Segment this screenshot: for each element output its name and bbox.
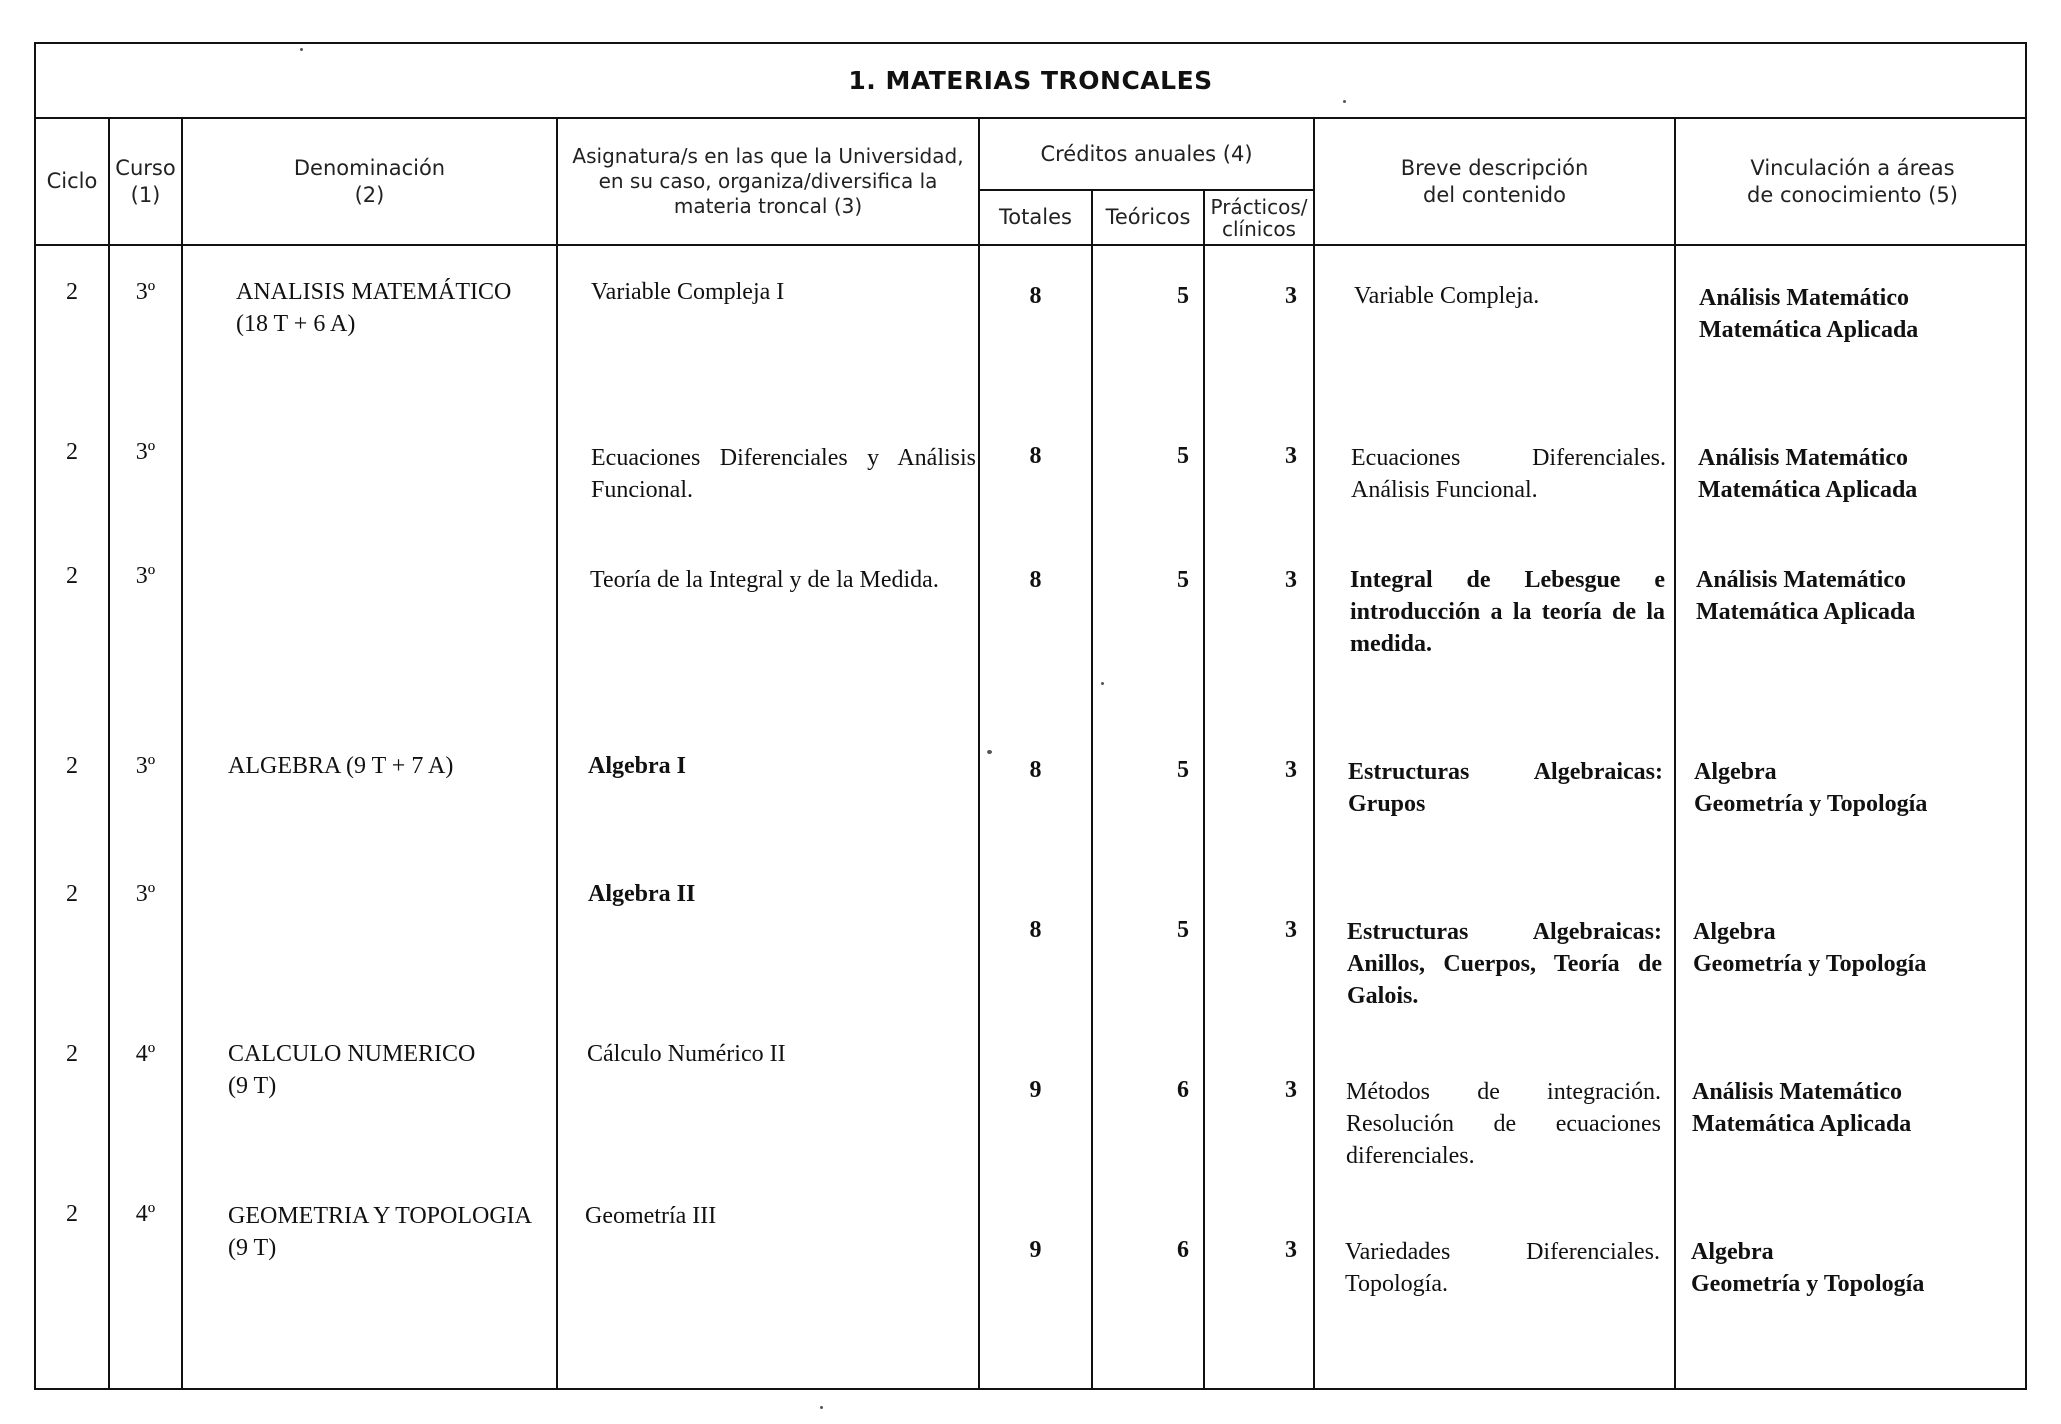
row-7-practicos: 3	[1285, 1237, 1297, 1263]
row-2-curso: 3º	[135, 439, 156, 465]
row-7-vinculacion: Algebra Geometría y Topología	[1691, 1239, 1925, 1297]
header-teoricos: Teóricos	[1105, 205, 1191, 230]
row-5-ciclo: 2	[66, 881, 78, 907]
row-1-denominacion: ANALISIS MATEMÁTICO (18 T + 6 A)	[236, 279, 512, 337]
row-2-asignatura: Ecuaciones Diferenciales y Análisis Funcional.	[591, 445, 976, 503]
header-vinculacion: Vinculación a áreas de conocimiento (5)	[1747, 156, 1958, 207]
header-denominacion: Denominación (2)	[293, 156, 446, 207]
scan-speck	[987, 750, 992, 754]
scan-speck	[1101, 682, 1104, 685]
row-7-asignatura: Geometría III	[585, 1203, 717, 1229]
row-7-totales: 9	[1029, 1237, 1042, 1263]
row-6-vinculacion: Análisis Matemático Matemática Aplicada	[1692, 1079, 1912, 1137]
row-3-ciclo: 2	[66, 563, 78, 589]
row-5-vinculacion: Algebra Geometría y Topología	[1693, 919, 1927, 977]
col-divider	[1313, 119, 1315, 1390]
row-4-teoricos: 5	[1177, 757, 1189, 783]
row-5-descripcion: Estructuras Algebraicas: Anillos, Cuerpos, Teoría de Galois.	[1347, 919, 1662, 1009]
header-practicos: Prácticos/ clínicos	[1210, 194, 1308, 241]
row-1-ciclo: 2	[66, 279, 78, 305]
row-1-asignatura: Variable Compleja I	[591, 279, 785, 305]
row-3-vinculacion: Análisis Matemático Matemática Aplicada	[1696, 567, 1916, 625]
row-6-curso: 4º	[135, 1041, 156, 1067]
row-2-vinculacion: Análisis Matemático Matemática Aplicada	[1698, 445, 1918, 503]
materias-troncales-table	[34, 42, 2027, 1390]
row-6-ciclo: 2	[66, 1041, 78, 1067]
row-4-vinculacion: Algebra Geometría y Topología	[1694, 759, 1928, 817]
row-1-totales: 8	[1029, 283, 1042, 309]
row-6-descripcion: Métodos de integración. Resolución de ecuaciones diferenciales.	[1346, 1079, 1661, 1169]
row-6-denominacion: CALCULO NUMERICO (9 T)	[228, 1041, 476, 1099]
row-1-teoricos: 5	[1177, 283, 1189, 309]
row-3-asignatura: Teoría de la Integral y de la Medida.	[590, 567, 939, 593]
row-4-descripcion: Estructuras Algebraicas: Grupos	[1348, 759, 1663, 817]
header-creditos-anuales: Créditos anuales (4)	[1040, 141, 1253, 166]
row-5-teoricos: 5	[1177, 917, 1189, 943]
row-3-curso: 3º	[135, 563, 156, 589]
row-6-totales: 9	[1029, 1077, 1042, 1103]
row-5-totales: 8	[1029, 917, 1042, 943]
row-7-teoricos: 6	[1177, 1237, 1189, 1263]
row-2-descripcion: Ecuaciones Diferenciales. Análisis Funcional.	[1351, 445, 1666, 503]
col-divider	[1091, 189, 1093, 1390]
row-1-practicos: 3	[1285, 283, 1297, 309]
row-2-totales: 8	[1029, 443, 1042, 469]
scan-speck	[1343, 100, 1346, 103]
row-3-descripcion: Integral de Lebesgue e introducción a la teoría de la medida.	[1350, 567, 1665, 657]
scan-speck	[300, 48, 303, 51]
row-4-curso: 3º	[135, 753, 156, 779]
row-3-teoricos: 5	[1177, 567, 1189, 593]
row-6-asignatura: Cálculo Numérico II	[587, 1041, 786, 1067]
header-asignatura: Asignatura/s en las que la Universidad, en su caso, organiza/diversifica la materia troncal (3)	[572, 144, 964, 218]
header-curso: Curso (1)	[115, 156, 176, 207]
row-6-teoricos: 6	[1177, 1077, 1189, 1103]
header-ciclo: Ciclo	[46, 169, 98, 194]
row-4-practicos: 3	[1285, 757, 1297, 783]
header-totales: Totales	[999, 205, 1072, 230]
row-5-curso: 3º	[135, 881, 156, 907]
row-3-totales: 8	[1029, 567, 1042, 593]
row-4-asignatura: Algebra I	[588, 753, 686, 779]
col-divider	[1674, 119, 1676, 1390]
row-6-practicos: 3	[1285, 1077, 1297, 1103]
row-4-totales: 8	[1029, 757, 1042, 783]
row-7-denominacion: GEOMETRIA Y TOPOLOGIA (9 T)	[228, 1203, 532, 1261]
row-1-vinculacion: Análisis Matemático Matemática Aplicada	[1699, 285, 1919, 343]
table-title: 1. MATERIAS TRONCALES	[36, 44, 2025, 119]
row-1-descripcion: Variable Compleja.	[1354, 283, 1540, 309]
header-descripcion: Breve descripción del contenido	[1400, 156, 1589, 207]
row-2-teoricos: 5	[1177, 443, 1189, 469]
row-1-curso: 3º	[135, 279, 156, 305]
col-divider	[1203, 189, 1205, 1390]
row-5-asignatura: Algebra II	[588, 881, 696, 907]
row-3-practicos: 3	[1285, 567, 1297, 593]
row-4-ciclo: 2	[66, 753, 78, 779]
row-2-practicos: 3	[1285, 443, 1297, 469]
col-divider	[181, 119, 183, 1390]
scan-speck	[820, 1406, 823, 1409]
row-7-ciclo: 2	[66, 1201, 78, 1227]
row-7-descripcion: Variedades Diferenciales. Topología.	[1345, 1239, 1660, 1297]
row-7-curso: 4º	[135, 1201, 156, 1227]
header-bottom-rule	[36, 244, 2025, 246]
row-5-practicos: 3	[1285, 917, 1297, 943]
row-4-denominacion: ALGEBRA (9 T + 7 A)	[228, 753, 454, 779]
row-2-ciclo: 2	[66, 439, 78, 465]
